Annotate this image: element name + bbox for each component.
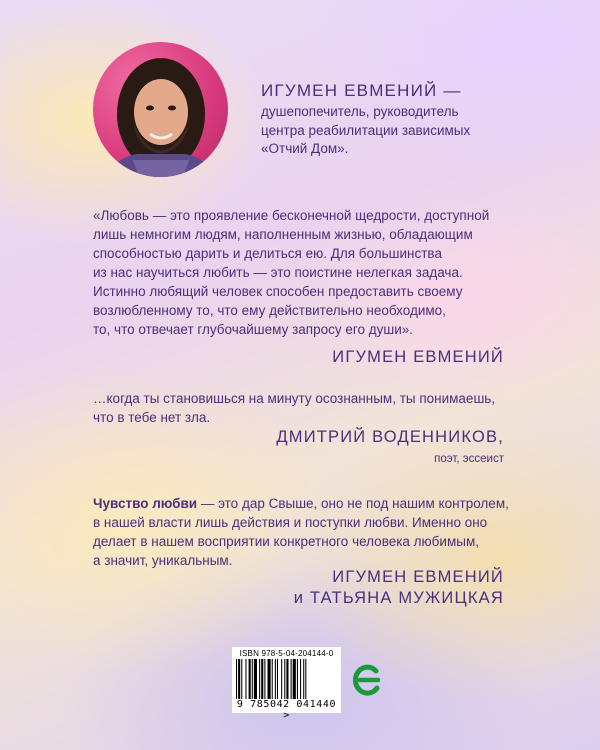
barcode-bar xyxy=(268,659,271,699)
quote-line: делает в нашем восприятии конкретного человека любимым, xyxy=(93,534,479,549)
barcode-bar xyxy=(238,659,240,699)
quote-1 xyxy=(93,206,523,339)
quote-line: способностью дарить и делиться ею. Для большинства xyxy=(93,246,442,261)
quote-line: Истинно любящий человек способен предоставить своему xyxy=(93,284,463,299)
bio-line: «Отчий Дом». xyxy=(261,141,349,156)
barcode-bar xyxy=(241,659,242,699)
barcode-bar xyxy=(272,659,273,699)
barcode-bar xyxy=(261,659,263,699)
barcode-bar xyxy=(281,659,282,699)
quote-line: …когда ты становишься на минуту осознанным, ты понимаешь, xyxy=(93,391,496,406)
quote-2 xyxy=(93,389,523,427)
author-photo xyxy=(93,42,228,177)
quote-line: то, что отвечает глубочайшему запросу его души». xyxy=(93,322,414,337)
bio-name: ИГУМЕН ЕВМЕНИЙ — xyxy=(261,81,462,100)
quote-line xyxy=(93,494,523,513)
barcode-bar xyxy=(264,659,265,699)
quote-1-author: ИГУМЕН ЕВМЕНИЙ xyxy=(332,348,504,366)
barcode-bar xyxy=(249,659,251,699)
author-line: и ТАТЬЯНА МУЖИЦКАЯ xyxy=(293,589,504,607)
barcode-bar xyxy=(277,659,278,699)
barcode-bar xyxy=(284,659,285,699)
quote-line-rest: — это дар Свыше, оно не под нашим контролем, xyxy=(197,496,509,511)
quote-line: а значит, уникальным. xyxy=(93,553,233,568)
eksmo-logo-icon xyxy=(352,662,382,698)
quote-2-author: ДМИТРИЙ ВОДЕННИКОВ, xyxy=(276,428,504,446)
barcode-bar xyxy=(303,659,304,699)
barcode-bars xyxy=(236,659,337,699)
barcode xyxy=(232,647,341,721)
barcode-bar xyxy=(254,659,257,699)
quote-line: возлюбленному то, что ему действительно необходимо, xyxy=(93,303,446,318)
quote-line: «Любовь — это проявление бесконечной щедрости, доступной xyxy=(93,208,490,223)
barcode-bar xyxy=(291,659,292,699)
barcode-bar xyxy=(286,659,288,699)
barcode-bar xyxy=(252,659,253,699)
barcode-bar xyxy=(275,659,276,699)
quote-3 xyxy=(93,494,523,570)
barcode-bar xyxy=(259,659,260,699)
quote-3-bold-term: Чувство любви xyxy=(93,496,198,511)
bio-line: центра реабилитации зависимых xyxy=(261,122,471,138)
isbn-text: ISBN 978-5-04-204144-0 xyxy=(239,649,334,658)
barcode-bar xyxy=(300,659,301,699)
barcode-bar xyxy=(305,659,306,699)
bio-description xyxy=(261,103,561,159)
author-line: ИГУМЕН ЕВМЕНИЙ xyxy=(332,568,504,586)
barcode-bar xyxy=(293,659,296,699)
quote-line: что в тебе нет зла. xyxy=(93,410,211,425)
barcode-number: 9 785042 041440 > xyxy=(236,699,337,721)
quote-line: из нас научиться любить — это поистине нелегкая задача. xyxy=(93,265,463,280)
barcode-bar xyxy=(297,659,298,699)
quote-3-author xyxy=(294,567,504,609)
barcode-bar xyxy=(245,659,246,699)
quote-line: лишь немногим людям, наполненным жизнью, обладающим xyxy=(93,227,473,242)
barcode-bar xyxy=(236,659,237,699)
bio-line: душепопечитель, руководитель xyxy=(261,104,459,119)
quote-2-author-role: поэт, эссеист xyxy=(434,453,504,465)
quote-line: в нашей власти лишь действия и поступки любви. Именно оно xyxy=(93,515,488,530)
